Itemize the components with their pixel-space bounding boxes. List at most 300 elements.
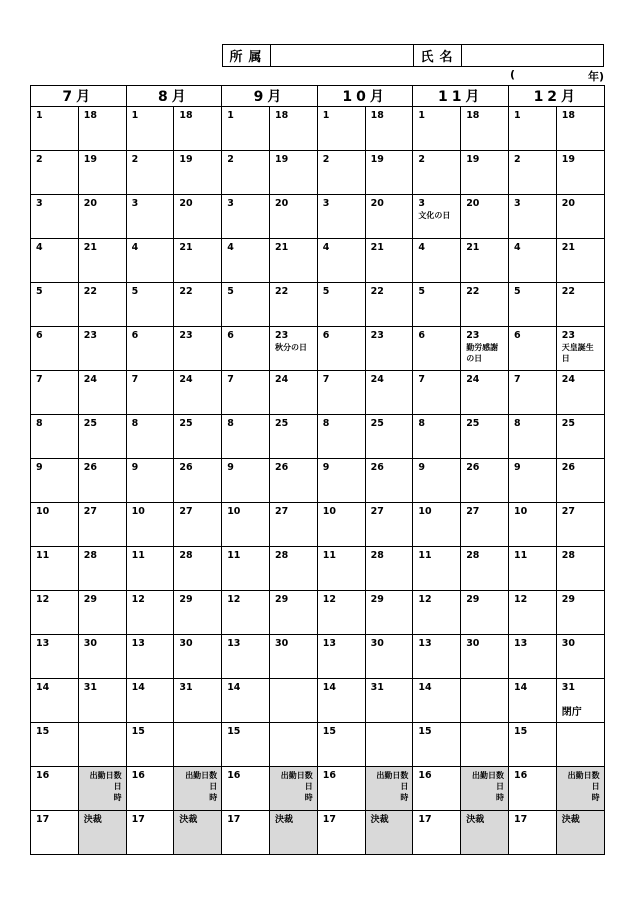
- day-cell[interactable]: [126, 415, 174, 459]
- day-cell[interactable]: [413, 239, 461, 283]
- day-row: [31, 547, 605, 591]
- day-number: 25: [370, 418, 384, 429]
- day-cell[interactable]: [509, 591, 557, 635]
- day-cell[interactable]: [461, 635, 509, 679]
- day-cell[interactable]: [174, 415, 222, 459]
- day-cell[interactable]: [317, 723, 365, 767]
- day-cell[interactable]: [269, 327, 317, 371]
- day-cell[interactable]: [317, 635, 365, 679]
- day-cell[interactable]: [413, 459, 461, 503]
- day-cell[interactable]: [78, 107, 126, 151]
- day-cell[interactable]: [78, 239, 126, 283]
- day-number: 4: [514, 242, 521, 253]
- day-cell[interactable]: [509, 239, 557, 283]
- day-cell[interactable]: [509, 327, 557, 371]
- day-cell[interactable]: [78, 151, 126, 195]
- day-cell[interactable]: [413, 415, 461, 459]
- day-number: 12: [322, 594, 337, 605]
- day-cell[interactable]: [461, 503, 509, 547]
- day-cell[interactable]: [222, 283, 270, 327]
- day-number: 2: [227, 154, 234, 165]
- day-cell[interactable]: [461, 195, 509, 239]
- day-cell[interactable]: [269, 415, 317, 459]
- day-cell[interactable]: [365, 283, 413, 327]
- day-cell[interactable]: [413, 811, 461, 855]
- day-number: 7: [36, 374, 43, 385]
- day-cell[interactable]: [31, 503, 79, 547]
- day-cell[interactable]: [317, 591, 365, 635]
- day-number: 26: [274, 462, 289, 473]
- day-cell[interactable]: [556, 635, 604, 679]
- day-cell[interactable]: [222, 459, 270, 503]
- day-cell[interactable]: [78, 415, 126, 459]
- day-cell[interactable]: [269, 239, 317, 283]
- day-cell[interactable]: [31, 635, 79, 679]
- day-row: [31, 327, 605, 371]
- day-cell[interactable]: [269, 151, 317, 195]
- day-number: 19: [83, 154, 98, 165]
- day-cell[interactable]: [365, 591, 413, 635]
- day-cell[interactable]: [31, 415, 79, 459]
- holiday-label: 秋分の日: [274, 343, 307, 352]
- day-cell[interactable]: [461, 151, 509, 195]
- month-header: 11月: [413, 86, 509, 107]
- day-number: 6: [36, 330, 43, 341]
- day-cell[interactable]: [222, 371, 270, 415]
- day-cell[interactable]: [365, 635, 413, 679]
- attendance-summary-cell[interactable]: [78, 767, 126, 811]
- day-number: 25: [179, 418, 193, 429]
- day-unit-label: 日: [113, 782, 122, 791]
- day-cell[interactable]: [413, 591, 461, 635]
- day-number: 20: [466, 198, 480, 209]
- day-cell[interactable]: [556, 591, 604, 635]
- day-number: 2: [418, 154, 426, 165]
- day-cell[interactable]: [365, 107, 413, 151]
- day-cell[interactable]: [31, 459, 79, 503]
- day-cell[interactable]: [461, 107, 509, 151]
- day-cell[interactable]: [317, 151, 365, 195]
- day-cell[interactable]: [31, 283, 79, 327]
- day-cell[interactable]: [269, 723, 317, 767]
- day-row: [31, 239, 605, 283]
- day-cell[interactable]: [556, 239, 604, 283]
- day-cell[interactable]: [126, 679, 174, 723]
- day-cell[interactable]: [222, 415, 270, 459]
- day-cell[interactable]: [126, 723, 174, 767]
- day-cell[interactable]: [269, 195, 317, 239]
- day-cell[interactable]: [556, 503, 604, 547]
- day-number: 28: [561, 550, 576, 561]
- day-number: 23: [370, 330, 384, 341]
- day-cell[interactable]: [509, 151, 557, 195]
- day-cell[interactable]: [317, 283, 365, 327]
- day-cell[interactable]: [365, 195, 413, 239]
- day-cell[interactable]: [317, 239, 365, 283]
- day-cell[interactable]: [509, 283, 557, 327]
- day-cell[interactable]: [461, 239, 509, 283]
- day-number: 4: [36, 242, 43, 253]
- day-cell[interactable]: [509, 547, 557, 591]
- day-number: 4: [131, 242, 139, 253]
- day-cell[interactable]: [556, 679, 604, 723]
- day-number: 7: [418, 374, 426, 385]
- day-cell[interactable]: [174, 679, 222, 723]
- day-cell[interactable]: [174, 107, 222, 151]
- day-cell[interactable]: [461, 459, 509, 503]
- day-number: 25: [561, 418, 576, 429]
- day-number: 29: [179, 594, 193, 605]
- day-number: 9: [131, 462, 139, 473]
- day-number: 20: [274, 198, 289, 209]
- day-cell[interactable]: [174, 151, 222, 195]
- attendance-summary-cell[interactable]: [174, 767, 222, 811]
- day-cell[interactable]: [222, 811, 270, 855]
- day-cell[interactable]: [317, 503, 365, 547]
- day-row: [31, 415, 605, 459]
- day-cell[interactable]: [78, 459, 126, 503]
- day-number: 9: [36, 462, 43, 473]
- day-cell[interactable]: [317, 547, 365, 591]
- day-number: 27: [274, 506, 289, 517]
- day-cell[interactable]: [126, 547, 174, 591]
- day-cell[interactable]: [556, 107, 604, 151]
- day-cell[interactable]: [413, 723, 461, 767]
- day-cell[interactable]: [461, 679, 509, 723]
- day-number: 18: [466, 110, 480, 121]
- day-cell[interactable]: [269, 107, 317, 151]
- day-cell[interactable]: [174, 723, 222, 767]
- day-cell[interactable]: [269, 547, 317, 591]
- month-header: 8月: [126, 86, 222, 107]
- day-cell[interactable]: [269, 459, 317, 503]
- day-cell[interactable]: [174, 547, 222, 591]
- day-number: 19: [466, 154, 480, 165]
- day-number: 19: [179, 154, 193, 165]
- day-cell[interactable]: [413, 503, 461, 547]
- day-cell[interactable]: [413, 151, 461, 195]
- attendance-summary-cell[interactable]: [461, 767, 509, 811]
- day-cell[interactable]: [78, 723, 126, 767]
- day-number: 5: [36, 286, 43, 297]
- day-number: 17: [514, 814, 528, 825]
- day-cell[interactable]: [509, 415, 557, 459]
- day-cell[interactable]: [269, 679, 317, 723]
- day-cell[interactable]: [78, 371, 126, 415]
- day-cell[interactable]: [222, 679, 270, 723]
- day-row: [31, 107, 605, 151]
- day-cell[interactable]: [317, 811, 365, 855]
- day-cell[interactable]: [365, 679, 413, 723]
- day-number: 29: [466, 594, 480, 605]
- day-number: 27: [561, 506, 576, 517]
- day-cell[interactable]: [222, 635, 270, 679]
- approval-cell[interactable]: [78, 811, 126, 855]
- day-cell[interactable]: [509, 635, 557, 679]
- day-cell[interactable]: [413, 635, 461, 679]
- day-cell[interactable]: [126, 591, 174, 635]
- day-cell[interactable]: [317, 195, 365, 239]
- day-cell[interactable]: [317, 459, 365, 503]
- day-cell[interactable]: [461, 723, 509, 767]
- year-open-paren: (: [510, 68, 516, 81]
- day-number: 12: [131, 594, 145, 605]
- day-cell[interactable]: [269, 283, 317, 327]
- day-number: 26: [466, 462, 480, 473]
- day-cell[interactable]: [461, 591, 509, 635]
- day-cell[interactable]: [317, 415, 365, 459]
- day-cell[interactable]: [78, 283, 126, 327]
- day-cell[interactable]: [222, 591, 270, 635]
- day-cell[interactable]: [78, 503, 126, 547]
- day-cell[interactable]: [509, 811, 557, 855]
- day-cell[interactable]: [126, 767, 174, 811]
- day-cell[interactable]: [556, 327, 604, 371]
- day-cell[interactable]: [126, 327, 174, 371]
- day-cell[interactable]: [556, 415, 604, 459]
- day-cell[interactable]: [556, 283, 604, 327]
- day-cell[interactable]: [174, 371, 222, 415]
- year-field[interactable]: [510, 68, 604, 82]
- day-cell[interactable]: [269, 503, 317, 547]
- day-cell[interactable]: [413, 107, 461, 151]
- day-cell[interactable]: [222, 107, 270, 151]
- day-cell[interactable]: [317, 107, 365, 151]
- day-cell[interactable]: [556, 723, 604, 767]
- day-cell[interactable]: [174, 239, 222, 283]
- day-cell[interactable]: [509, 767, 557, 811]
- day-cell[interactable]: [31, 371, 79, 415]
- day-cell[interactable]: [509, 371, 557, 415]
- day-number: 1: [131, 110, 139, 121]
- attendance-summary: [84, 770, 122, 803]
- day-unit-label: 日: [496, 782, 504, 791]
- day-cell[interactable]: [413, 195, 461, 239]
- approval-cell[interactable]: [269, 811, 317, 855]
- day-number: 23: [466, 330, 480, 341]
- day-cell[interactable]: [174, 635, 222, 679]
- day-cell[interactable]: [461, 547, 509, 591]
- day-cell[interactable]: [556, 195, 604, 239]
- day-cell[interactable]: [365, 327, 413, 371]
- day-cell[interactable]: [126, 459, 174, 503]
- day-cell[interactable]: [365, 371, 413, 415]
- day-cell[interactable]: [509, 107, 557, 151]
- day-number: 23: [561, 330, 576, 341]
- day-cell[interactable]: [509, 723, 557, 767]
- day-cell[interactable]: [31, 723, 79, 767]
- day-cell[interactable]: [413, 327, 461, 371]
- day-cell[interactable]: [269, 371, 317, 415]
- day-cell[interactable]: [126, 503, 174, 547]
- day-number: 14: [227, 682, 241, 693]
- day-number: 4: [227, 242, 234, 253]
- day-cell[interactable]: [174, 459, 222, 503]
- day-cell[interactable]: [413, 371, 461, 415]
- day-number: 26: [83, 462, 98, 473]
- day-number: 22: [466, 286, 480, 297]
- day-cell[interactable]: [174, 195, 222, 239]
- day-number: 24: [561, 374, 576, 385]
- day-number: 28: [370, 550, 384, 561]
- day-cell[interactable]: [126, 371, 174, 415]
- day-number: 16: [36, 770, 50, 781]
- attendance-summary-cell[interactable]: [269, 767, 317, 811]
- month-header: 12月: [509, 86, 605, 107]
- day-cell[interactable]: [413, 767, 461, 811]
- day-cell[interactable]: [222, 151, 270, 195]
- day-cell[interactable]: [413, 283, 461, 327]
- day-number: 8: [227, 418, 234, 429]
- day-cell[interactable]: [317, 371, 365, 415]
- day-number: 27: [83, 506, 98, 517]
- day-cell[interactable]: [317, 327, 365, 371]
- day-number: 18: [83, 110, 98, 121]
- day-cell[interactable]: [413, 547, 461, 591]
- day-cell[interactable]: [126, 635, 174, 679]
- day-number: 25: [83, 418, 98, 429]
- day-cell[interactable]: [509, 503, 557, 547]
- day-cell[interactable]: [126, 239, 174, 283]
- day-cell[interactable]: [31, 151, 79, 195]
- day-number: 7: [131, 374, 139, 385]
- day-number: 13: [418, 638, 432, 649]
- day-cell[interactable]: [78, 327, 126, 371]
- day-cell[interactable]: [365, 415, 413, 459]
- day-cell[interactable]: [222, 503, 270, 547]
- day-number: 21: [83, 242, 98, 253]
- day-number: 7: [227, 374, 234, 385]
- day-cell[interactable]: [461, 371, 509, 415]
- day-cell[interactable]: [365, 503, 413, 547]
- day-cell[interactable]: [317, 767, 365, 811]
- day-cell[interactable]: [222, 327, 270, 371]
- day-number: 26: [179, 462, 193, 473]
- month-header-row: [31, 86, 605, 107]
- day-number: 5: [227, 286, 234, 297]
- day-cell[interactable]: [78, 635, 126, 679]
- day-cell[interactable]: [31, 239, 79, 283]
- day-number: 15: [514, 726, 528, 737]
- day-cell[interactable]: [31, 327, 79, 371]
- day-cell[interactable]: [31, 195, 79, 239]
- day-row: [31, 283, 605, 327]
- approval-cell[interactable]: [556, 811, 604, 855]
- day-cell[interactable]: [461, 327, 509, 371]
- approval-cell[interactable]: [174, 811, 222, 855]
- day-cell[interactable]: [269, 591, 317, 635]
- day-cell[interactable]: [31, 811, 79, 855]
- month-header: 7月: [31, 86, 127, 107]
- day-cell[interactable]: [78, 195, 126, 239]
- day-number: 11: [36, 550, 50, 561]
- day-number: 22: [274, 286, 289, 297]
- day-cell[interactable]: [222, 195, 270, 239]
- day-cell[interactable]: [222, 239, 270, 283]
- day-cell[interactable]: [31, 591, 79, 635]
- attendance-summary-cell[interactable]: [365, 767, 413, 811]
- day-number: 18: [179, 110, 193, 121]
- day-cell[interactable]: [413, 679, 461, 723]
- day-cell[interactable]: [365, 459, 413, 503]
- day-cell[interactable]: [222, 767, 270, 811]
- day-number: 11: [514, 550, 528, 561]
- day-number: 8: [322, 418, 330, 429]
- day-cell[interactable]: [31, 767, 79, 811]
- day-cell[interactable]: [556, 371, 604, 415]
- day-cell[interactable]: [78, 679, 126, 723]
- day-number: 16: [514, 770, 528, 781]
- day-number: 15: [131, 726, 145, 737]
- day-cell[interactable]: [365, 239, 413, 283]
- day-cell[interactable]: [556, 459, 604, 503]
- attendance-summary: [562, 770, 600, 803]
- day-number: 31: [370, 682, 384, 693]
- day-number: 21: [274, 242, 289, 253]
- day-cell[interactable]: [269, 635, 317, 679]
- approval-cell[interactable]: [461, 811, 509, 855]
- day-cell[interactable]: [31, 679, 79, 723]
- affiliation-field[interactable]: [271, 45, 414, 66]
- day-cell[interactable]: [126, 811, 174, 855]
- day-unit-label: 日: [304, 782, 313, 791]
- day-cell[interactable]: [174, 591, 222, 635]
- day-cell[interactable]: [509, 679, 557, 723]
- day-cell[interactable]: [126, 107, 174, 151]
- day-cell[interactable]: [222, 723, 270, 767]
- day-cell[interactable]: [509, 195, 557, 239]
- day-cell[interactable]: [31, 547, 79, 591]
- day-cell[interactable]: [509, 459, 557, 503]
- day-number: 20: [561, 198, 576, 209]
- day-cell[interactable]: [317, 679, 365, 723]
- day-cell[interactable]: [556, 547, 604, 591]
- day-number: 17: [322, 814, 337, 825]
- day-cell[interactable]: [365, 151, 413, 195]
- day-number: 24: [274, 374, 289, 385]
- day-cell[interactable]: [365, 723, 413, 767]
- day-number: 30: [83, 638, 98, 649]
- day-cell[interactable]: [556, 151, 604, 195]
- day-cell[interactable]: [174, 503, 222, 547]
- day-number: 27: [179, 506, 193, 517]
- approval-label: 決裁: [466, 815, 485, 825]
- day-cell[interactable]: [126, 283, 174, 327]
- day-cell[interactable]: [126, 151, 174, 195]
- day-number: 24: [370, 374, 384, 385]
- name-field[interactable]: [462, 45, 603, 66]
- day-number: 6: [322, 330, 330, 341]
- day-cell[interactable]: [78, 591, 126, 635]
- day-row: [31, 371, 605, 415]
- day-cell[interactable]: [31, 107, 79, 151]
- day-number: 21: [466, 242, 480, 253]
- day-cell[interactable]: [78, 547, 126, 591]
- day-cell[interactable]: [365, 547, 413, 591]
- day-cell[interactable]: [174, 283, 222, 327]
- day-number: 15: [322, 726, 337, 737]
- day-cell[interactable]: [461, 415, 509, 459]
- day-number: 9: [322, 462, 330, 473]
- day-cell[interactable]: [126, 195, 174, 239]
- approval-cell[interactable]: [365, 811, 413, 855]
- day-cell[interactable]: [222, 547, 270, 591]
- attendance-summary-cell[interactable]: [556, 767, 604, 811]
- day-cell[interactable]: [174, 327, 222, 371]
- day-number: 28: [83, 550, 98, 561]
- day-cell[interactable]: [461, 283, 509, 327]
- header-box: [222, 44, 604, 67]
